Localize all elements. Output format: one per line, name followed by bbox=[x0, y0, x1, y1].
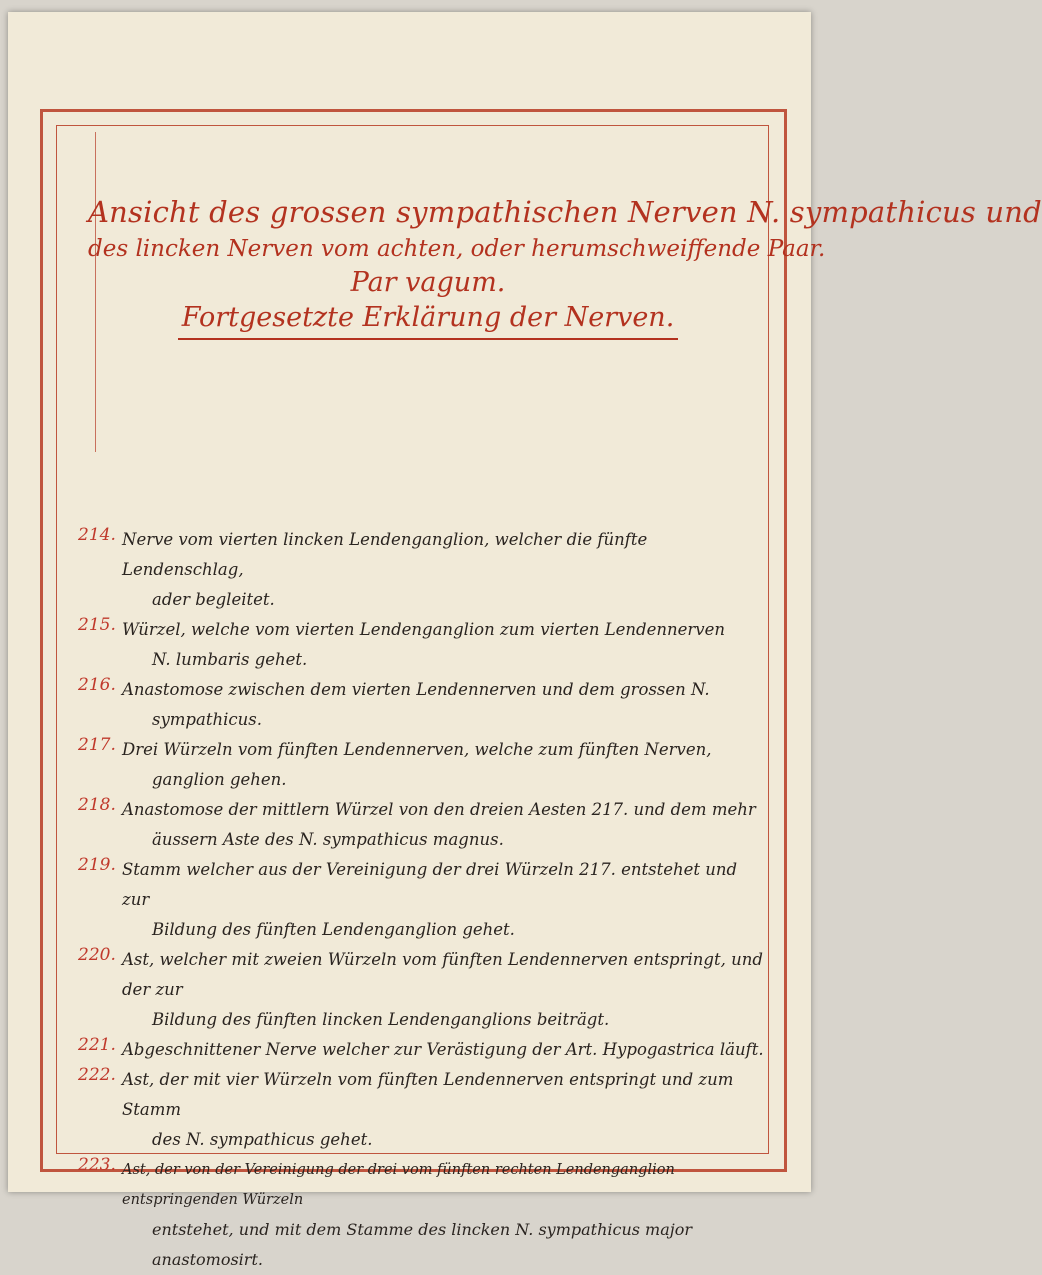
entry-number: 217. bbox=[78, 735, 116, 755]
entry-text-cont: äussern Aste des N. sympathicus magnus. bbox=[152, 830, 504, 849]
entry-text: Abgeschnittener Nerve welcher zur Verästigung der Art. Hypogastrica läuft. bbox=[122, 1040, 764, 1059]
entry-text-cont: sympathicus. bbox=[152, 710, 262, 729]
entry-number: 222. bbox=[78, 1065, 116, 1085]
entry-number: 220. bbox=[78, 945, 116, 965]
entry-number: 218. bbox=[78, 795, 116, 815]
entry-text: Drei Würzeln vom fünften Lendennerven, welche zum fünften Nerven, bbox=[122, 740, 712, 759]
title-line-1: Ansicht des grossen sympathischen Nerven N. sympathicus und bbox=[88, 195, 1042, 229]
list-item bbox=[78, 945, 768, 1035]
entry-text: Ast, der mit vier Würzeln vom fünften Lendennerven entspringt und zum Stamm bbox=[122, 1070, 734, 1119]
page-title bbox=[88, 192, 1042, 340]
entry-text: Würzel, welche vom vierten Lendenganglion zum vierten Lendennerven bbox=[122, 620, 726, 639]
entry-text: Stamm welcher aus der Vereinigung der drei Würzeln 217. entstehet und zur bbox=[122, 860, 738, 909]
title-line-2: des lincken Nerven vom achten, oder herumschweiffende Paar. bbox=[88, 236, 826, 262]
entry-text-cont: des N. sympathicus gehet. bbox=[152, 1130, 373, 1149]
entry-number: 219. bbox=[78, 855, 116, 875]
entry-number: 223. bbox=[78, 1155, 116, 1175]
entry-number: 215. bbox=[78, 615, 116, 635]
list-item bbox=[78, 615, 768, 675]
list-item bbox=[78, 1065, 768, 1155]
list-item bbox=[78, 855, 768, 945]
entry-text-cont: N. lumbaris gehet. bbox=[152, 650, 308, 669]
entry-text-cont: entstehet, und mit dem Stamme des lincken N. sympathicus major anastomosirt. bbox=[152, 1220, 693, 1269]
list-item bbox=[78, 1035, 768, 1065]
entry-text-cont: ganglion gehen. bbox=[152, 770, 287, 789]
title-line-4: Fortgesetzte Erklärung der Nerven. bbox=[178, 300, 679, 340]
list-item bbox=[78, 795, 768, 855]
entry-text-cont: ader begleitet. bbox=[152, 590, 275, 609]
entry-text-cont: Bildung des fünften lincken Lendenganglions beiträgt. bbox=[152, 1010, 610, 1029]
entry-text: Anastomose der mittlern Würzel von den dreien Aesten 217. und dem mehr bbox=[122, 800, 756, 819]
entry-text: Ast, der von der Vereinigung der drei vom fünften rechten Lendenganglion entspringenden Würzeln bbox=[122, 1162, 675, 1208]
list-item bbox=[78, 675, 768, 735]
list-item bbox=[78, 525, 768, 615]
entry-text: Nerve vom vierten lincken Lendenganglion, welcher die fünfte Lendenschlag, bbox=[122, 530, 648, 579]
entry-number: 216. bbox=[78, 675, 116, 695]
list-item bbox=[78, 735, 768, 795]
entry-list bbox=[78, 525, 768, 1275]
list-item bbox=[78, 1155, 768, 1275]
entry-text: Ast, welcher mit zweien Würzeln vom fünften Lendennerven entspringt, und der zur bbox=[122, 950, 763, 999]
entry-text-cont: Bildung des fünften Lendenganglion gehet. bbox=[152, 920, 515, 939]
entry-number: 221. bbox=[78, 1035, 116, 1055]
manuscript-page bbox=[8, 12, 1042, 1269]
title-line-3: Par vagum. bbox=[350, 267, 506, 298]
entry-text: Anastomose zwischen dem vierten Lendennerven und dem grossen N. bbox=[122, 680, 710, 699]
entry-number: 214. bbox=[78, 525, 116, 545]
